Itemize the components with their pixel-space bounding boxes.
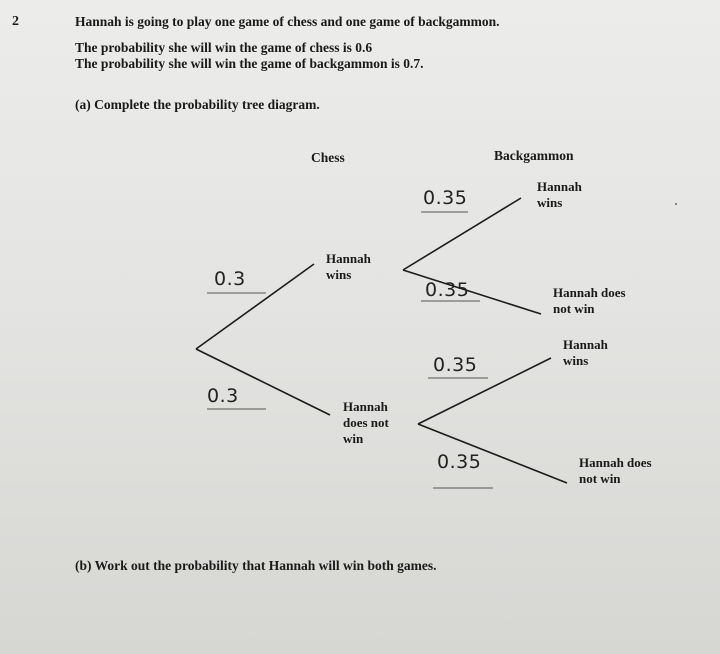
label-chess-not-win: Hannah does not win <box>343 399 389 446</box>
label-bg-top-wins: Hannah wins <box>537 179 582 210</box>
part-b-instruction: (b) Work out the probability that Hannah will win both games. <box>75 558 437 573</box>
answer-chess-wins: 0.3 <box>214 268 246 290</box>
answer-chess-not-win: 0.3 <box>207 385 239 407</box>
question-intro: Hannah is going to play one game of chess and one game of backgammon. <box>75 14 500 29</box>
answer-bg-bottom-wins: 0.35 <box>433 354 478 376</box>
answer-bg-top-not-win: 0.35 <box>425 279 470 301</box>
label-bg-bottom-not-win: Hannah does not win <box>579 455 652 486</box>
answer-bg-bottom-not-win: 0.35 <box>437 451 482 473</box>
branch-bg-top-not-win <box>403 270 541 314</box>
backgammon-heading: Backgammon <box>494 148 574 163</box>
label-bg-bottom-wins: Hannah wins <box>563 337 608 368</box>
backgammon-probability-statement: The probability she will win the game of backgammon is 0.7. <box>75 56 424 71</box>
answer-bg-top-wins: 0.35 <box>423 187 468 209</box>
chess-probability-statement: The probability she will win the game of chess is 0.6 <box>75 40 373 55</box>
label-bg-top-not-win: Hannah does not win <box>553 285 626 316</box>
chess-heading: Chess <box>311 150 345 165</box>
part-a-instruction: (a) Complete the probability tree diagram. <box>75 97 320 112</box>
label-chess-wins: Hannah wins <box>326 251 371 282</box>
question-number: 2 <box>12 14 19 29</box>
stray-dot <box>675 203 677 205</box>
